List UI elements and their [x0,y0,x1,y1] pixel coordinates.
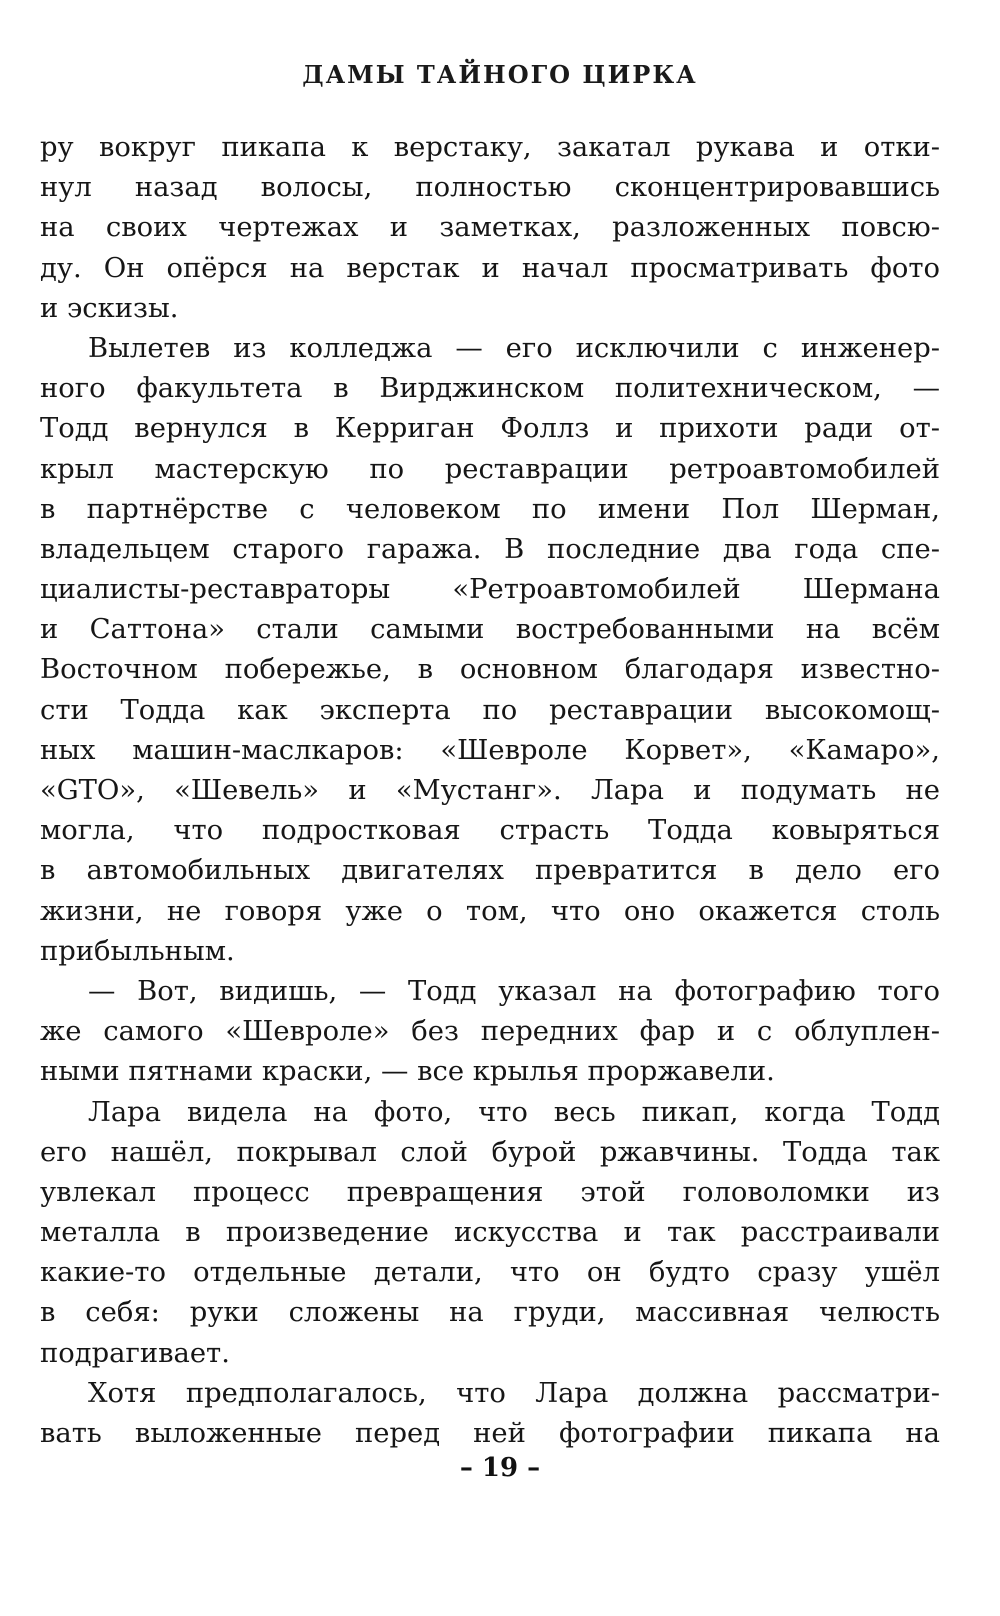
text-line: Тодд вернулся в Керриган Фоллз и прихоти ради от- [40,413,940,445]
page-number: – 19 – [459,1453,541,1483]
text-line: Вылетев из колледжа — его исключили с инженер- [88,332,940,364]
text-line: на своих чертежах и заметках, разложенных повсю- [40,212,940,244]
text-line: Лара видела на фото, что весь пикап, когда Тодд [88,1096,940,1128]
text-line: циалисты-реставраторы «Ретроавтомобилей Шермана [40,574,940,606]
text-line: и эскизы. [40,292,179,324]
text-line: его нашёл, покрывал слой бурой ржавчины. Тодда так [40,1136,940,1168]
text-line: подрагивает. [40,1337,230,1369]
text-line: ру вокруг пикапа к верстаку, закатал рукава и отки- [40,132,940,163]
text-line: и Саттона» стали самыми востребованными на всём [40,614,940,646]
text-line: Хотя предполагалось, что Лара должна рассматри- [88,1377,940,1409]
text-line: крыл мастерскую по реставрации ретроавтомобилей [40,453,940,485]
body-text [40,128,940,1454]
text-line: сти Тодда как эксперта по реставрации высокомощ- [40,694,940,726]
text-line: ного факультета в Вирджинском политехническом, — [40,373,940,405]
text-line: могла, что подростковая страсть Тодда ковыряться [40,815,940,847]
text-line: в партнёрстве с человеком по имени Пол Шерман, [40,493,940,525]
text-line: жизни, не говоря уже о том, что оно окажется столь [40,895,940,927]
text-line: прибыльным. [40,935,235,967]
text-line: «GTO», «Шевель» и «Мустанг». Лара и подумать не [40,775,940,806]
text-line: в себя: руки сложены на груди, массивная челюсть [40,1297,940,1329]
text-line: ными пятнами краски, — все крылья проржавели. [40,1056,775,1088]
text-line: металла в произведение искусства и так расстраивали [40,1217,940,1249]
running-title: ДАМЫ ТАЙНОГО ЦИРКА [302,60,698,89]
text-line: — Вот, видишь, — Тодд указал на фотографию того [88,975,940,1007]
text-line: владельцем старого гаража. В последние два года спе- [40,533,940,565]
text-line: в автомобильных двигателях превратится в дело его [40,855,940,887]
text-line: нул назад волосы, полностью сконцентрировавшись [40,172,940,204]
text-line: Восточном побережье, в основном благодаря известно- [40,654,940,686]
text-line: же самого «Шевроле» без передних фар и с облуплен- [40,1016,940,1048]
text-line: какие-то отдельные детали, что он будто сразу ушёл [40,1257,940,1289]
text-line: ных машин-маслкаров: «Шевроле Корвет», «Камаро», [40,734,940,766]
text-line: увлекал процесс превращения этой головоломки из [40,1176,940,1208]
text-line: ду. Он опёрся на верстак и начал просматривать фото [40,252,940,284]
text-line: вать выложенные перед ней фотографии пикапа на [40,1418,940,1449]
